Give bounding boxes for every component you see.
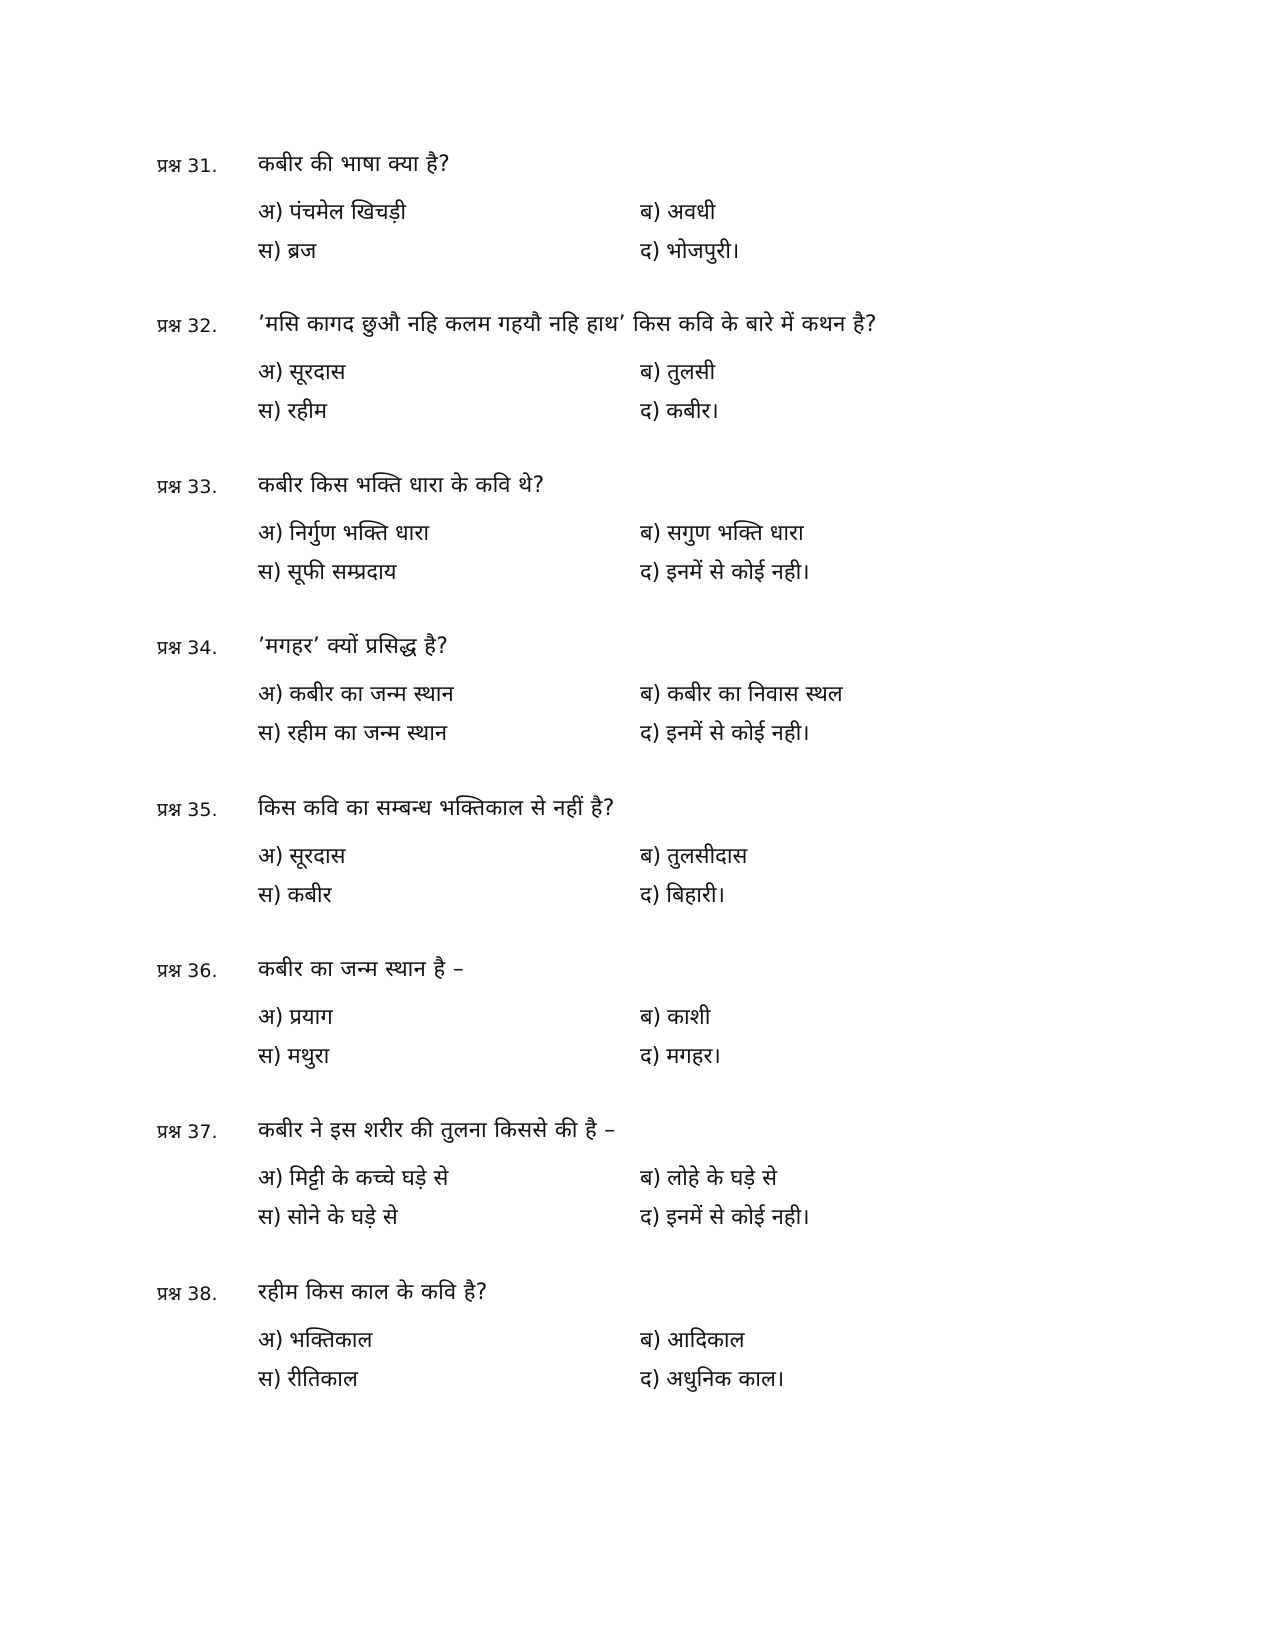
option-text: लोहे के घड़े से	[667, 1166, 777, 1191]
option-marker: अ)	[258, 682, 284, 707]
question-35	[0, 790, 1275, 920]
option-text: प्रयाग	[289, 1005, 333, 1030]
option-b	[640, 356, 715, 386]
option-b	[640, 1001, 710, 1031]
option-text: आदिकाल	[667, 1328, 745, 1353]
option-marker: ब)	[640, 1005, 662, 1030]
option-a	[258, 1162, 448, 1192]
option-text: सोने के घड़े से	[287, 1205, 398, 1230]
question-number: प्रश्न 37.	[157, 1121, 218, 1143]
option-text: अवधी	[667, 200, 716, 225]
option-marker: स)	[258, 1044, 282, 1069]
option-a	[258, 840, 346, 870]
option-b	[640, 517, 804, 547]
question-32	[0, 306, 1275, 436]
question-36	[0, 951, 1275, 1081]
option-text: सूरदास	[289, 844, 346, 869]
option-text: भक्तिकाल	[289, 1328, 373, 1353]
option-marker: ब)	[640, 521, 662, 546]
option-text: निर्गुण भक्ति धारा	[289, 521, 430, 546]
option-marker: द)	[640, 399, 661, 424]
option-d	[640, 235, 739, 265]
option-text: सगुण भक्ति धारा	[667, 521, 804, 546]
option-marker: अ)	[258, 521, 284, 546]
option-d	[640, 1040, 721, 1070]
option-marker: अ)	[258, 200, 284, 225]
option-marker: स)	[258, 883, 282, 908]
option-marker: स)	[258, 1205, 282, 1230]
option-marker: द)	[640, 721, 661, 746]
option-marker: अ)	[258, 844, 284, 869]
option-d	[640, 879, 725, 909]
option-text: सूरदास	[289, 360, 346, 385]
option-c	[258, 1040, 329, 1070]
option-text: मथुरा	[287, 1044, 330, 1069]
question-33	[0, 467, 1275, 597]
option-a	[258, 678, 454, 708]
option-d	[640, 395, 719, 425]
option-b	[640, 840, 747, 870]
option-marker: द)	[640, 560, 661, 585]
option-a	[258, 517, 429, 547]
option-marker: द)	[640, 1044, 661, 1069]
option-marker: अ)	[258, 360, 284, 385]
option-c	[258, 717, 447, 747]
question-text: किस कवि का सम्बन्ध भक्तिकाल से नहीं है?	[258, 796, 615, 821]
option-text: कबीर का जन्म स्थान	[289, 682, 454, 707]
option-text: इनमें से कोई नही।	[666, 721, 810, 746]
option-marker: स)	[258, 1367, 282, 1392]
option-c	[258, 235, 316, 265]
question-text: कबीर किस भक्ति धारा के कवि थे?	[258, 473, 545, 498]
option-marker: अ)	[258, 1005, 284, 1030]
option-text: कबीर	[287, 883, 332, 908]
option-text: तुलसी	[667, 360, 716, 385]
option-text: भोजपुरी।	[666, 239, 740, 264]
option-c	[258, 556, 397, 586]
option-d	[640, 1201, 810, 1231]
option-text: इनमें से कोई नही।	[666, 560, 810, 585]
option-marker: ब)	[640, 200, 662, 225]
option-text: काशी	[667, 1005, 711, 1030]
question-number: प्रश्न 32.	[157, 315, 218, 337]
option-marker: स)	[258, 239, 282, 264]
option-text: सूफी सम्प्रदाय	[287, 560, 397, 585]
question-text: कबीर का जन्म स्थान है –	[258, 957, 465, 982]
question-number: प्रश्न 36.	[157, 960, 218, 982]
option-text: रहीम का जन्म स्थान	[287, 721, 448, 746]
option-c	[258, 879, 332, 909]
option-marker: द)	[640, 883, 661, 908]
option-a	[258, 196, 406, 226]
option-text: पंचमेल खिचड़ी	[289, 200, 407, 225]
option-marker: ब)	[640, 844, 662, 869]
option-c	[258, 395, 327, 425]
option-marker: स)	[258, 560, 282, 585]
question-number: प्रश्न 34.	[157, 637, 218, 659]
option-d	[640, 1363, 784, 1393]
question-number: प्रश्न 31.	[157, 155, 218, 177]
option-d	[640, 717, 810, 747]
option-b	[640, 1162, 777, 1192]
option-c	[258, 1363, 358, 1393]
question-number: प्रश्न 35.	[157, 799, 218, 821]
question-text: ’मगहर’ क्यों प्रसिद्ध है?	[258, 634, 449, 659]
option-text: मिट्टी के कच्चे घड़े से	[289, 1166, 449, 1191]
option-marker: ब)	[640, 1328, 662, 1353]
option-a	[258, 1001, 333, 1031]
option-text: मगहर।	[666, 1044, 721, 1069]
question-31	[0, 146, 1275, 276]
option-marker: अ)	[258, 1166, 284, 1191]
option-marker: ब)	[640, 360, 662, 385]
option-marker: द)	[640, 1205, 661, 1230]
option-c	[258, 1201, 398, 1231]
question-37	[0, 1112, 1275, 1242]
option-marker: ब)	[640, 1166, 662, 1191]
question-number: प्रश्न 38.	[157, 1283, 218, 1305]
question-number: प्रश्न 33.	[157, 476, 218, 498]
option-text: अधुनिक काल।	[666, 1367, 785, 1392]
option-b	[640, 1324, 745, 1354]
option-text: इनमें से कोई नही।	[666, 1205, 810, 1230]
option-text: रहीम	[287, 399, 328, 424]
option-d	[640, 556, 810, 586]
option-text: रीतिकाल	[287, 1367, 358, 1392]
option-marker: स)	[258, 399, 282, 424]
option-text: कबीर।	[666, 399, 719, 424]
option-text: बिहारी।	[666, 883, 725, 908]
option-b	[640, 196, 715, 226]
option-marker: द)	[640, 1367, 661, 1392]
question-text: ’मसि कागद छुऔ नहि कलम गहयौ नहि हाथ’ किस कवि के बारे में कथन है?	[258, 312, 877, 337]
question-text: रहीम किस काल के कवि है?	[258, 1280, 488, 1305]
option-b	[640, 678, 843, 708]
option-text: कबीर का निवास स्थल	[667, 682, 843, 707]
question-text: कबीर ने इस शरीर की तुलना किससे की है –	[258, 1118, 616, 1143]
option-marker: अ)	[258, 1328, 284, 1353]
option-text: ब्रज	[287, 239, 317, 264]
question-38	[0, 1274, 1275, 1404]
question-text: कबीर की भाषा क्या है?	[258, 152, 451, 177]
option-a	[258, 356, 346, 386]
option-a	[258, 1324, 372, 1354]
option-marker: स)	[258, 721, 282, 746]
question-34	[0, 628, 1275, 758]
option-marker: द)	[640, 239, 661, 264]
option-marker: ब)	[640, 682, 662, 707]
option-text: तुलसीदास	[667, 844, 748, 869]
